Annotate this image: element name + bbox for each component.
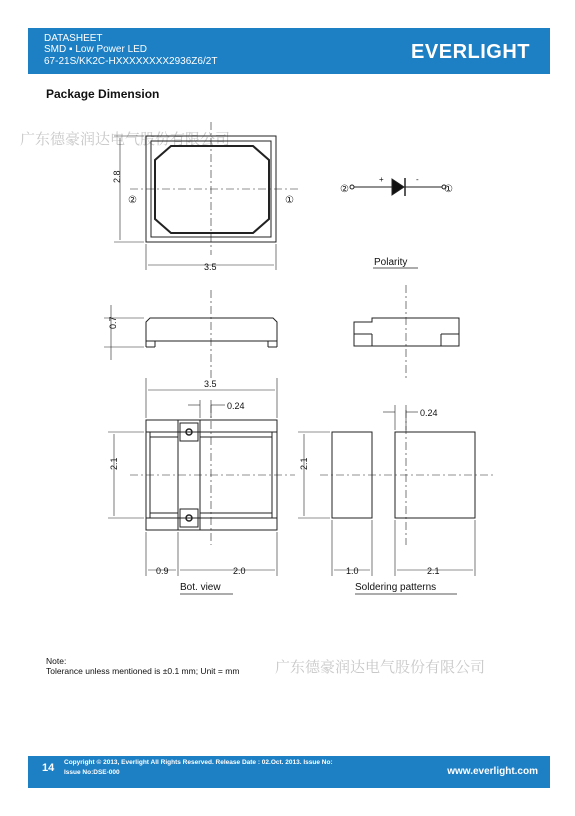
dim-21-solder-width-label: 2.1 <box>427 566 440 576</box>
plus-label: + <box>379 175 384 184</box>
dim-10-label: 1.0 <box>346 566 359 576</box>
dim-21-bot-label: 2.1 <box>109 457 119 470</box>
website-link[interactable]: www.everlight.com <box>447 766 538 777</box>
copyright-line1: Copyright © 2013, Everlight All Rights Reserved. Release Date : 02.Oct. 2013. Issue No: <box>64 759 333 766</box>
page-number: 14 <box>42 762 55 774</box>
label-pad1-polarity: ① <box>444 184 453 195</box>
dim-20-label: 2.0 <box>233 566 246 576</box>
brand-logo: EVERLIGHT <box>411 41 530 63</box>
side-view-2-body <box>354 318 459 346</box>
dim-bot-width-label: 3.5 <box>204 379 217 389</box>
product-line: SMD ▪ Low Power LED <box>44 44 148 55</box>
side-view-body <box>146 318 277 341</box>
label-pad2-polarity: ② <box>340 184 349 195</box>
soldering-caption: Soldering patterns <box>355 582 437 593</box>
footer-bar <box>28 756 550 788</box>
minus-label: - <box>416 175 419 184</box>
copyright-line2: Issue No:DSE-000 <box>64 769 120 776</box>
note-label: Note: <box>46 656 67 666</box>
dim-024-bot-label: 0.24 <box>227 401 245 411</box>
note-text: Tolerance unless mentioned is ±0.1 mm; Unit = mm <box>46 666 240 676</box>
dim-21-solder-label: 2.1 <box>299 457 309 470</box>
dim-width-label: 3.5 <box>204 262 217 272</box>
part-number: 67-21S/KK2C-HXXXXXXXX2936Z6/2T <box>44 56 218 67</box>
dim-024-solder-label: 0.24 <box>420 408 438 418</box>
polarity-caption: Polarity <box>374 257 408 268</box>
watermark-bottom: 广东德豪润达电气股份有限公司 <box>275 659 486 676</box>
dim-09-label: 0.9 <box>156 566 169 576</box>
bot-view-caption: Bot. view <box>180 582 221 593</box>
label-pad1-top: ① <box>285 195 294 206</box>
label-pad2-top: ② <box>128 195 137 206</box>
section-title: Package Dimension <box>46 87 160 101</box>
doc-type: DATASHEET <box>44 33 103 44</box>
watermark-top: 广东德豪润达电气股份有限公司 <box>20 131 231 148</box>
dim-height-label: 2.8 <box>112 170 122 183</box>
dim-thickness-label: 0.7 <box>108 316 118 329</box>
copyright <box>64 758 333 778</box>
top-view-lens <box>155 146 269 233</box>
